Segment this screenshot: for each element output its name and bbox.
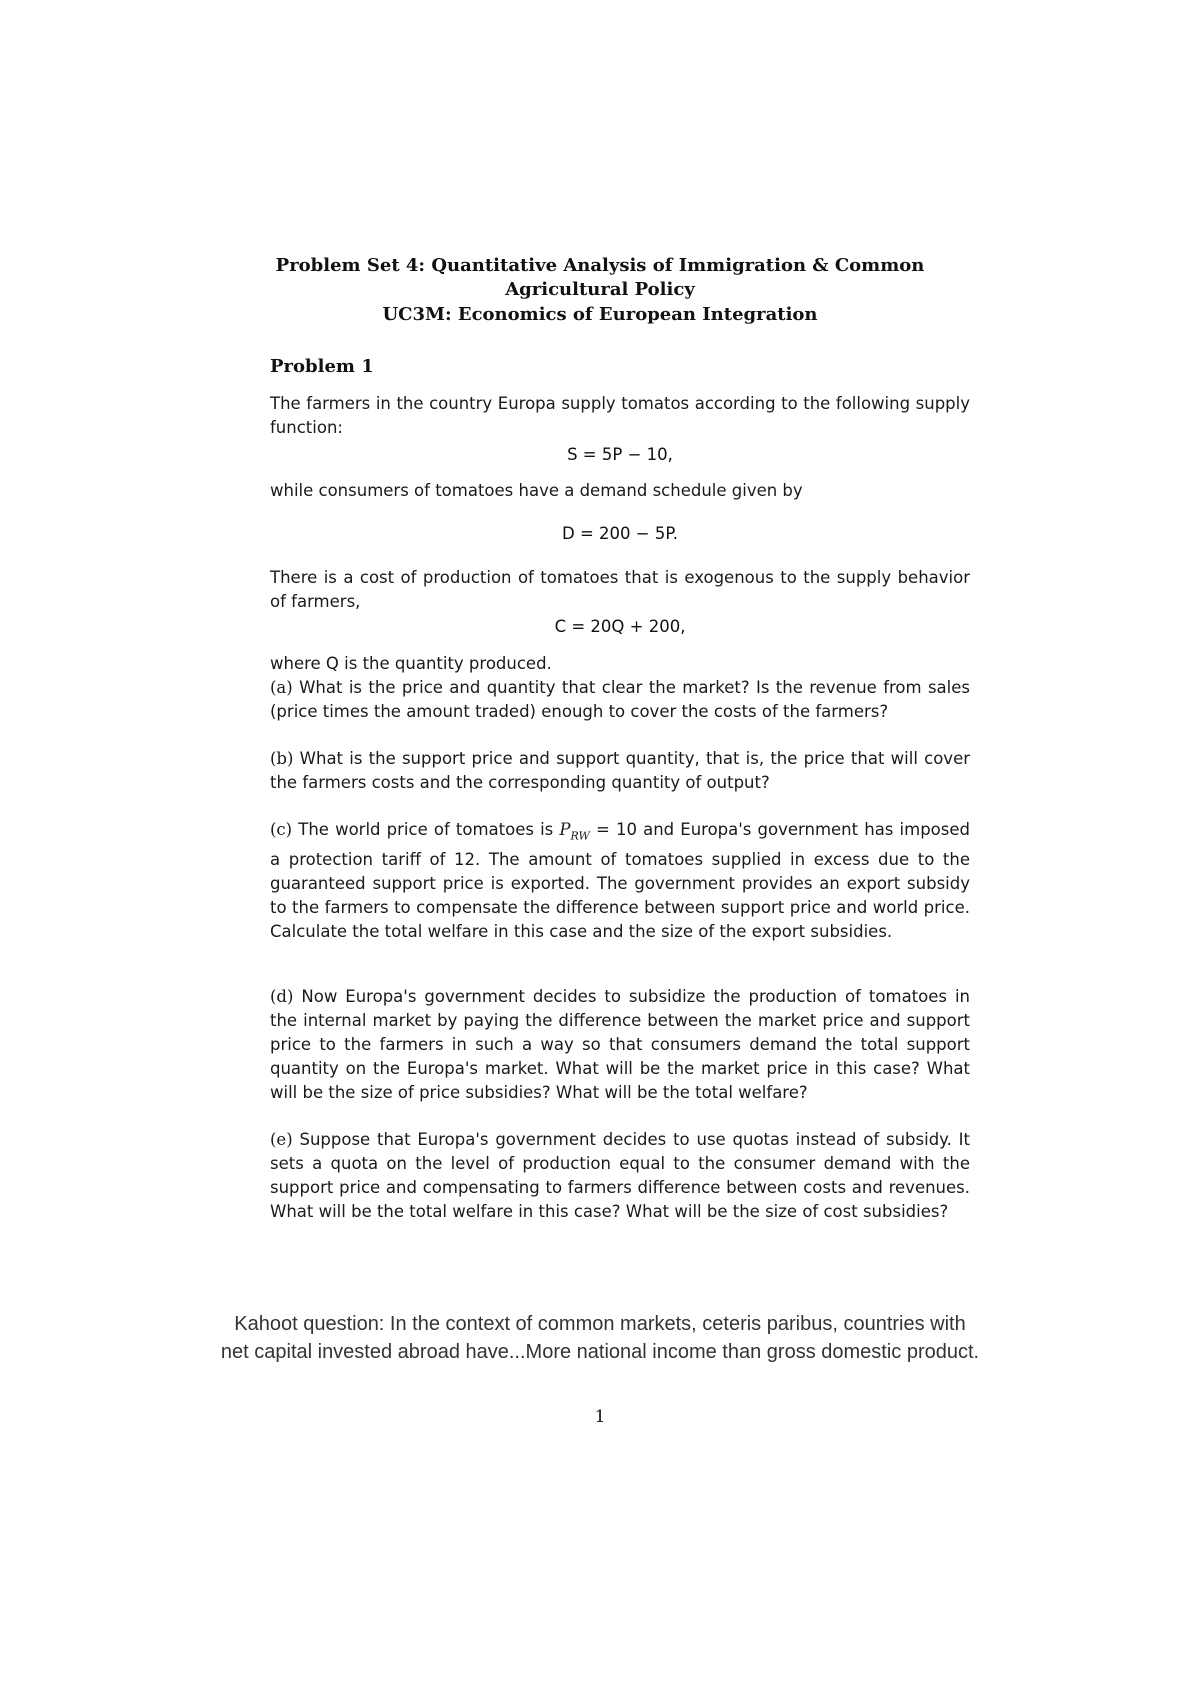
demand-intro: while consumers of tomatoes have a demand schedule given by (270, 481, 803, 500)
title-line-3: UC3M: Economics of European Integration (382, 304, 818, 325)
part-e-text: Suppose that Europa's government decides to use quotas instead of subsidy. It sets a quota on the level of production equal to the consumer demand with the support price and compensating to farmers difference between costs and revenues. What will be the total welfare in this case? What will be the size of cost subsidies? (270, 1130, 970, 1221)
part-b-text: What is the support price and support quantity, that is, the price that will cover the farmers costs and the corresponding quantity of output? (270, 749, 970, 792)
kahoot-line-1: Kahoot question: In the context of common markets, ceteris paribus, countries with (234, 1313, 966, 1335)
supply-equation: S = 5P − 10, (567, 445, 673, 464)
intro-paragraph: The farmers in the country Europa supply tomatos according to the following supply function: (270, 394, 970, 437)
page-number: 1 (594, 1407, 606, 1427)
part-a-text: What is the price and quantity that clear the market? Is the revenue from sales (price times the amount traded) enough to cover the costs of the farmers? (270, 678, 971, 721)
title-line-2: Agricultural Policy (505, 279, 695, 300)
world-price-symbol (559, 820, 590, 843)
part-d-text: Now Europa's government decides to subsidize the production of tomatoes in the internal market by paying the difference between the market price and support price to the farmers in such a way so that consumers demand the total support quantity on the Europa's market. What will be the market price in this case? What will be the size of price subsidies? What will be the total welfare? (270, 987, 970, 1102)
cost-intro: There is a cost of production of tomatoes that is exogenous to the supply behavior of farmers, (270, 568, 970, 611)
world-price-subscript: RW (570, 829, 590, 843)
part-d (270, 985, 970, 1105)
part-a (270, 676, 970, 724)
part-c-label: (c) (270, 820, 293, 839)
part-c (270, 818, 970, 944)
cost-equation: C = 20Q + 200, (554, 617, 686, 636)
part-b (270, 747, 970, 795)
kahoot-line-2: net capital invested abroad have...More national income than gross domestic product. (220, 1341, 980, 1363)
part-e-label: (e) (270, 1130, 293, 1149)
part-d-label: (d) (270, 987, 294, 1006)
part-a-label: (a) (270, 678, 293, 697)
part-e (270, 1128, 970, 1224)
world-price-p: P (559, 820, 571, 839)
demand-equation: D = 200 − 5P. (562, 524, 678, 543)
problem-heading: Problem 1 (270, 356, 374, 377)
part-c-text-post: = 10 and Europa's government has imposed a protection tariff of 12. The amount of tomatoes supplied in excess due to the guaranteed support price is exported. The government provides an export subsidy to the farmers to compensate the difference between support price and world price. Calculate the total welfare in this case and the size of the export subsidies. (270, 820, 970, 942)
part-c-text-pre: The world price of tomatoes is (298, 820, 554, 839)
where-q-line: where Q is the quantity produced. (270, 654, 552, 673)
title-line-1: Problem Set 4: Quantitative Analysis of Immigration & Common (275, 255, 925, 276)
part-b-label: (b) (270, 749, 294, 768)
